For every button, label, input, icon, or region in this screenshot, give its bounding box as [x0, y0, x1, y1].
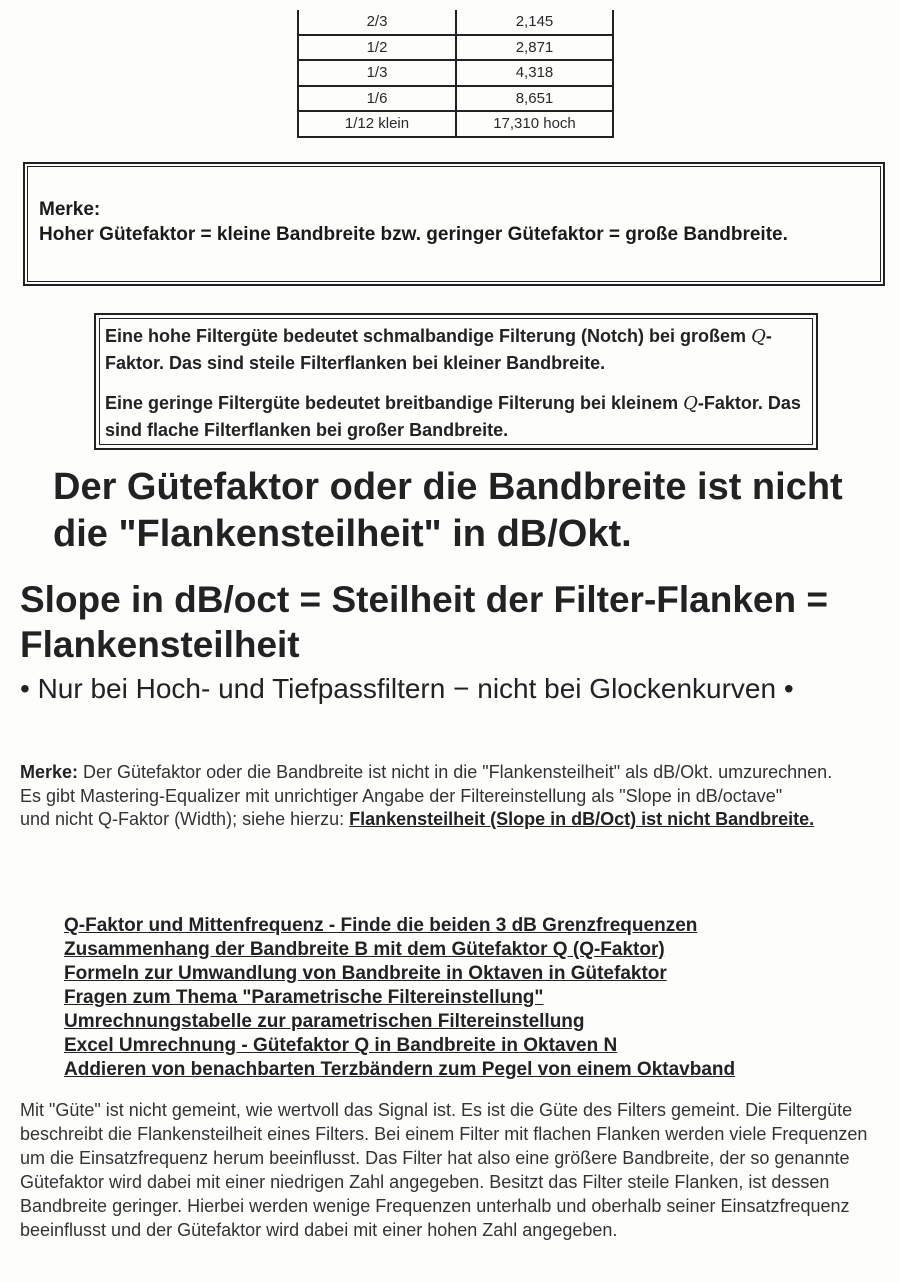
paragraph-text: -Faktor. Das sind steile Filterflanken bei kleiner Bandbreite.: [105, 326, 772, 373]
table-cell: 2/3: [298, 10, 456, 35]
merke-label: Merke:: [20, 762, 79, 782]
main-heading: Der Gütefaktor oder die Bandbreite ist nicht die "Flankensteilheit" in dB/Okt.: [53, 466, 843, 555]
slope-heading: Slope in dB/oct = Steilheit der Filter-Flanken = Flankensteilheit: [20, 579, 828, 665]
bandwidth-q-table: [297, 10, 614, 138]
merke-paragraph: [20, 761, 890, 832]
merke-box-text: Hoher Gütefaktor = kleine Bandbreite bzw. geringer Gütefaktor = große Bandbreite.: [39, 224, 788, 245]
link-bandwidth-q-relation[interactable]: Zusammenhang der Bandbreite B mit dem Gütefaktor Q (Q-Faktor): [64, 939, 665, 960]
table-cell: 2,145: [456, 10, 613, 35]
q-symbol: Q: [683, 393, 698, 414]
filter-type-subheading: • Nur bei Hoch- und Tiefpassfiltern − nicht bei Glockenkurven •: [20, 673, 794, 704]
table-row: [298, 35, 613, 61]
paragraph-text: und nicht Q-Faktor (Width); siehe hierzu:: [20, 809, 350, 829]
link-parametric-questions[interactable]: Fragen zum Thema "Parametrische Filtereinstellung": [64, 987, 544, 1008]
table-cell: 2,871: [456, 35, 613, 61]
paragraph-text: -Faktor. Das sind flache Filterflanken bei großer Bandbreite.: [105, 393, 801, 440]
link-conversion-formulas[interactable]: Formeln zur Umwandlung von Bandbreite in Oktaven in Gütefaktor: [64, 963, 667, 984]
related-links-list: [64, 914, 864, 1082]
table-row: [298, 86, 613, 112]
link-excel-conversion[interactable]: Excel Umrechnung - Gütefaktor Q in Bandbreite in Oktaven N: [64, 1035, 618, 1056]
low-quality-paragraph: [105, 390, 815, 443]
table-row: [298, 60, 613, 86]
merke-box-title: Merke:: [39, 199, 101, 220]
link-conversion-table[interactable]: Umrechnungstabelle zur parametrischen Filtereinstellung: [64, 1011, 585, 1032]
table-cell: 1/12 klein: [298, 111, 456, 137]
slope-link[interactable]: Flankensteilheit (Slope in dB/Oct) ist nicht Bandbreite.: [349, 809, 815, 829]
high-quality-paragraph: [105, 323, 815, 376]
filter-quality-explanation: Mit "Güte" ist nicht gemeint, wie wertvoll das Signal ist. Es ist die Güte des Filters gemeint. Die Filtergüte beschreibt die Flankensteilheit eines Filters. Bei einem Filter mit flachen Flanken werden viele Frequenzen um die Einsatzfrequenz herum beeinflusst. Das Filter hat also eine größere Bandbreite, der so genannte Gütefaktor wird dabei mit einer niedrigen Zahl angegeben. Besitzt das Filter steile Flanken, ist dessen Bandbreite geringer. Hierbei werden wenige Frequenzen unterhalb und oberhalb seiner Einsatzfrequenz beeinflusst und der Gütefaktor wird dabei mit einer hohen Zahl angegeben.: [20, 1100, 868, 1240]
merke-box: [23, 162, 885, 286]
table-cell: 1/3: [298, 60, 456, 86]
link-q-factor-center-frequency[interactable]: Q-Faktor und Mittenfrequenz - Finde die beiden 3 dB Grenzfrequenzen: [64, 915, 698, 936]
table-row: [298, 10, 613, 35]
table-cell: 4,318: [456, 60, 613, 86]
paragraph-text: Der Gütefaktor oder die Bandbreite ist nicht in die "Flankensteilheit" als dB/Okt. umzurechnen.: [78, 762, 833, 782]
q-symbol: Q: [751, 326, 766, 347]
table-cell: 1/6: [298, 86, 456, 112]
filter-quality-box: [94, 313, 818, 450]
paragraph-text: Es gibt Mastering-Equalizer mit unrichtiger Angabe der Filtereinstellung als "Slope in dB/octave": [20, 785, 783, 806]
paragraph-text: Eine geringe Filtergüte bedeutet breitbandige Filterung bei kleinem: [105, 393, 684, 413]
table-cell: 1/2: [298, 35, 456, 61]
table-cell: 8,651: [456, 86, 613, 112]
table-row: [298, 111, 613, 137]
link-adding-third-octave-bands[interactable]: Addieren von benachbarten Terzbändern zum Pegel von einem Oktavband: [64, 1059, 736, 1080]
table-cell: 17,310 hoch: [456, 111, 613, 137]
paragraph-text: Eine hohe Filtergüte bedeutet schmalbandige Filterung (Notch) bei großem: [105, 326, 752, 346]
